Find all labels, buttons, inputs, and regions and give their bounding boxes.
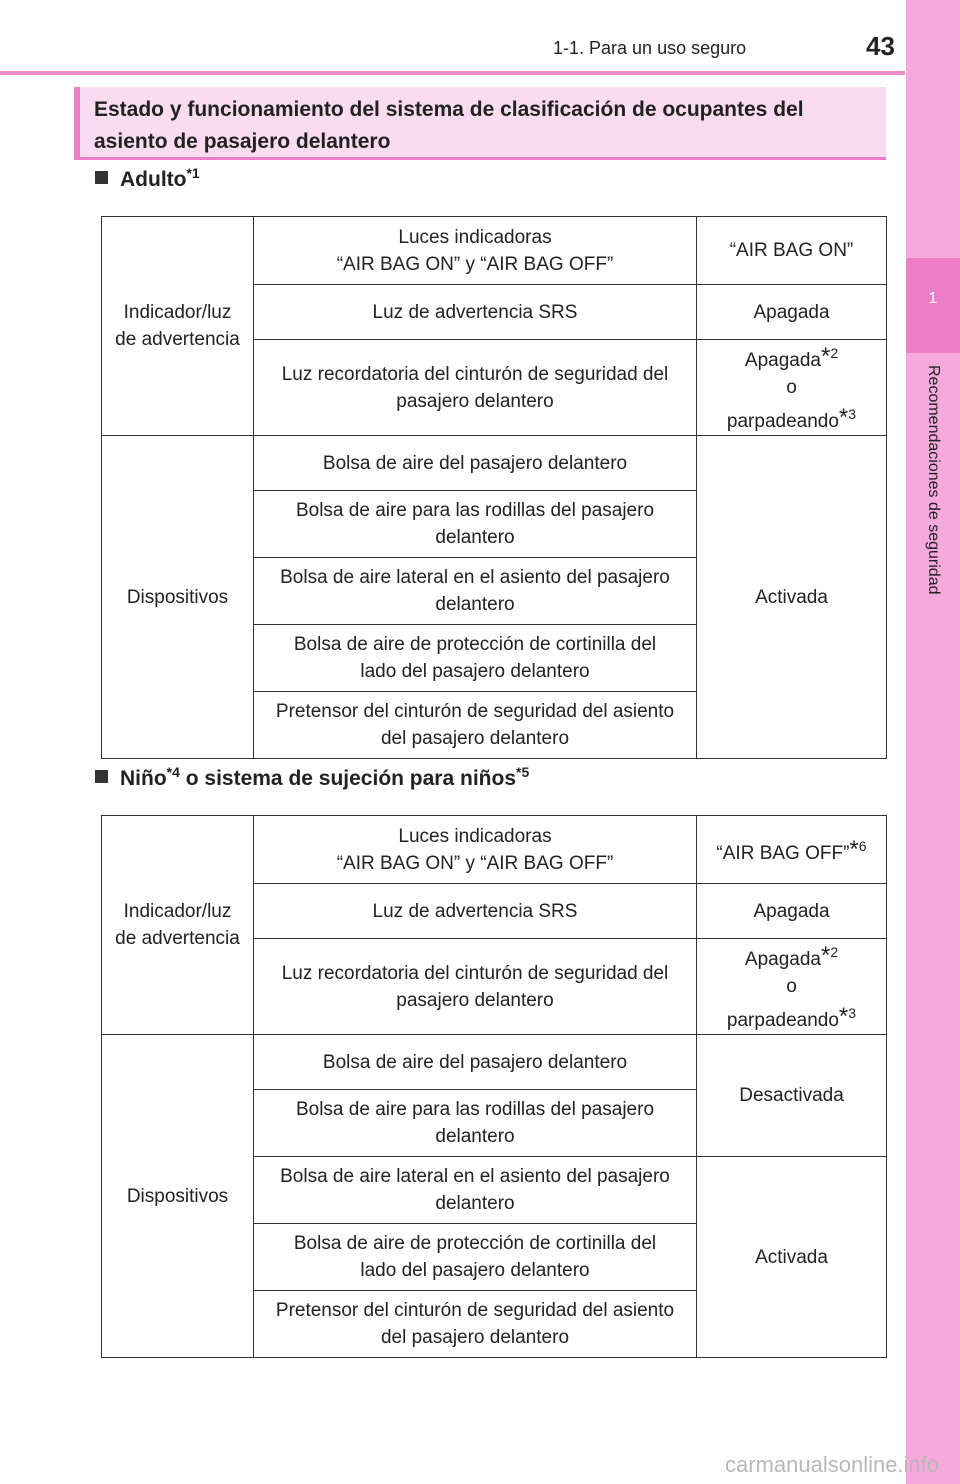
device-cell: [254, 692, 697, 759]
device-cell: [254, 1090, 697, 1157]
device-line: delantero: [435, 594, 515, 615]
lights-label-line: Luces indicadoras: [398, 226, 552, 248]
section-heading-line1: Estado y funcionamiento del sistema de clasificación de ocupantes del: [94, 98, 804, 121]
section-title: 1-1. Para un uso seguro: [553, 38, 747, 58]
watermark: carmanualsonline.info: [725, 1452, 940, 1477]
belt-label-line: Luz recordatoria del cinturón de seguridad del: [281, 962, 669, 984]
child-heading-ref-b: *5: [516, 764, 530, 780]
adult-heading-ref: *1: [186, 165, 200, 181]
device-line: delantero: [435, 527, 515, 548]
footnote-star: *: [838, 1003, 849, 1030]
table-row: [102, 1035, 887, 1090]
belt-label-line: pasajero delantero: [396, 989, 554, 1011]
child-heading-text-b: o sistema de sujeción para niños: [179, 767, 516, 790]
devices-label-cell: Dispositivos: [102, 1035, 254, 1358]
srs-value-cell: Apagada: [697, 285, 887, 340]
device-line: Bolsa de aire lateral en el asiento del pasajero: [280, 1166, 670, 1187]
table-row: [102, 217, 887, 285]
devices-value-cell: Activada: [697, 436, 887, 759]
srs-value-cell: Apagada: [697, 884, 887, 939]
device-line: Pretensor del cinturón de seguridad del asiento: [275, 1300, 675, 1321]
device-cell: [254, 625, 697, 692]
belt-value-cell: [697, 939, 887, 1035]
lights-label-line: Luces indicadoras: [398, 825, 552, 847]
devices-value-off-cell: Desactivada: [697, 1035, 887, 1157]
device-line: Bolsa de aire para las rodillas del pasajero: [295, 1099, 655, 1120]
table-row: [102, 436, 887, 491]
footnote-ref: 2: [830, 345, 839, 361]
footnote-star: *: [838, 404, 849, 431]
device-line: lado del pasajero delantero: [360, 661, 590, 682]
child-heading-text-a: Niño: [120, 767, 167, 790]
chapter-number: 1: [928, 290, 938, 307]
child-heading-ref-a: *4: [166, 764, 180, 780]
chapter-label: Recomendaciones de seguridad: [925, 365, 942, 595]
device-line: del pasajero delantero: [380, 728, 570, 749]
lights-label-cell: [254, 816, 697, 884]
footnote-star: *: [820, 942, 831, 969]
device-cell: Bolsa de aire del pasajero delantero: [254, 436, 697, 491]
indicator-label-cell: [102, 816, 254, 1035]
device-line: Bolsa de aire para las rodillas del pasajero: [295, 500, 655, 521]
table-row: [102, 816, 887, 884]
device-line: Bolsa de aire de protección de cortinilla del: [293, 1233, 657, 1254]
device-cell: [254, 1157, 697, 1224]
device-line: Bolsa de aire de protección de cortinilla del: [293, 634, 657, 655]
belt-label-line: Luz recordatoria del cinturón de seguridad del: [281, 363, 669, 385]
lights-value-cell: [697, 816, 887, 884]
device-line: lado del pasajero delantero: [360, 1260, 590, 1281]
indicator-label-cell: [102, 217, 254, 436]
section-heading-line2: asiento de pasajero delantero: [94, 130, 391, 153]
adult-heading: [95, 165, 200, 192]
chapter-tab: [906, 0, 960, 1484]
belt-label-cell: [254, 340, 697, 436]
footnote-ref: 3: [848, 1005, 857, 1021]
belt-value-or: o: [786, 377, 797, 398]
srs-label-cell: Luz de advertencia SRS: [254, 285, 697, 340]
belt-label-cell: [254, 939, 697, 1035]
lights-value-text: “AIR BAG OFF”: [716, 842, 850, 864]
belt-value-a: Apagada: [744, 949, 821, 970]
adult-table: [101, 216, 887, 759]
footnote-star: *: [820, 343, 831, 370]
device-line: delantero: [435, 1193, 515, 1214]
device-cell: [254, 1224, 697, 1291]
footnote-star: *: [849, 835, 859, 863]
belt-label-line: pasajero delantero: [396, 390, 554, 412]
page-number: 43: [866, 31, 895, 61]
square-bullet-icon: [95, 770, 108, 783]
indicator-label-line: de advertencia: [115, 928, 240, 949]
indicator-label-line: Indicador/luz: [123, 302, 232, 323]
device-cell: Bolsa de aire del pasajero delantero: [254, 1035, 697, 1090]
device-line: del pasajero delantero: [380, 1327, 570, 1348]
adult-heading-text: Adulto: [120, 168, 187, 191]
belt-value-b: parpadeando: [726, 1010, 839, 1031]
belt-value-or: o: [786, 976, 797, 997]
lights-label-line: “AIR BAG ON” y “AIR BAG OFF”: [336, 253, 614, 275]
device-line: Bolsa de aire lateral en el asiento del pasajero: [280, 567, 670, 588]
devices-label-cell: Dispositivos: [102, 436, 254, 759]
lights-value-cell: “AIR BAG ON”: [697, 217, 887, 285]
footnote-ref: 3: [848, 406, 857, 422]
device-cell: [254, 1291, 697, 1358]
device-line: Pretensor del cinturón de seguridad del asiento: [275, 701, 675, 722]
devices-value-on-cell: Activada: [697, 1157, 887, 1358]
belt-value-cell: [697, 340, 887, 436]
indicator-label-line: de advertencia: [115, 329, 240, 350]
child-table: [101, 815, 887, 1358]
footnote-ref: 2: [830, 944, 839, 960]
device-cell: [254, 558, 697, 625]
lights-label-line: “AIR BAG ON” y “AIR BAG OFF”: [336, 852, 614, 874]
header-rule: [0, 71, 905, 75]
srs-label-cell: Luz de advertencia SRS: [254, 884, 697, 939]
device-line: delantero: [435, 1126, 515, 1147]
indicator-label-line: Indicador/luz: [123, 901, 232, 922]
belt-value-b: parpadeando: [726, 411, 839, 432]
belt-value-a: Apagada: [744, 350, 821, 371]
section-heading-box: [74, 87, 886, 160]
device-cell: [254, 491, 697, 558]
child-heading: [95, 764, 530, 791]
square-bullet-icon: [95, 171, 108, 184]
lights-label-cell: [254, 217, 697, 285]
footnote-ref: 6: [858, 837, 867, 854]
